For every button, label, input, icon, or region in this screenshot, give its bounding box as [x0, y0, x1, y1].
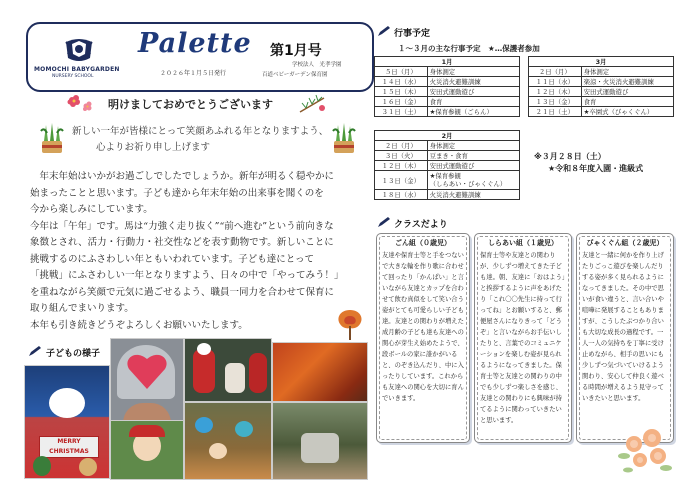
- event-name: 食育: [427, 97, 519, 107]
- pencil-icon: [377, 216, 391, 228]
- school-crest-icon: [62, 34, 96, 64]
- class-card-gonjo: [376, 233, 470, 443]
- kadomatsu-right-icon: [330, 121, 358, 155]
- event-date: １６日（金）: [375, 97, 428, 107]
- body-line: 挑戦するのにふさわしい年ともいわれています。子ども達にとって: [30, 253, 315, 265]
- event-date: ３１日（土）: [375, 107, 428, 117]
- event-name: 楽涼・火災消火避難訓練: [581, 77, 673, 87]
- event-date: １２日（木）: [529, 87, 582, 97]
- event-date: １３日（金）: [375, 171, 428, 190]
- class-text: 友達や保育士等と手をつないで大きな輪を作り歌に合わせて回ったり「かんぱい」と言いながら友達とカップを合わせて飲む真似をして笑い合う姿がとても可愛らしい子ども達。友達との関わりが増えた成月齢の子ども達も友達への関心が芽生え始めたようで、段ボールの家に誰かがいると、のぞき込んだり、中に入ったりしています。これからも友達への関心を大切に育んでいきます。: [382, 252, 464, 402]
- event-name: 安田式運動遊び: [427, 161, 519, 171]
- class-text: 友達と一緒に何かを作り上げたりごっこ遊びを楽しんだりする姿が多く見られるようになってきました。その中で思いが食い違うと、言い合いや喧嘩に発展することもありますが、こうしたぶつかり合いも大切な成長の過程です。一人一人の気持ちを丁寧に受け止めながら、相手の思いにも少しずつ気づいていけるよう関わり、安心して仲良く遊べる時間が増えるよう見守っていきたいと思います。: [582, 252, 664, 402]
- schedule-march-table: [528, 56, 674, 117]
- body-line: 本年も引き続きどうぞよろしくお願いいたします。: [30, 319, 248, 331]
- event-date: １５日（木）: [375, 87, 428, 97]
- event-name: 火災消火避難訓練: [427, 190, 519, 200]
- pine-branch-icon: [296, 92, 328, 116]
- schedule-section-title: 行事予定: [394, 29, 431, 39]
- event-name: 安田式運動遊び: [581, 87, 673, 97]
- class-card-byakugun: [576, 233, 674, 443]
- greeting-intro: [72, 124, 362, 156]
- event-date: ２日（月）: [375, 141, 428, 151]
- body-line: 始まったことと思います。子ども達から年末年始の出来事を聞くのを: [30, 187, 324, 199]
- event-name: ★保育参観 （しらあい・びゃくぐん）: [427, 171, 519, 190]
- photo-santa-figures: [184, 338, 272, 402]
- pencil-icon: [28, 345, 42, 357]
- class-text: 保育士等や友達との関わりが、少しずつ増えてきた子ども達。朝、友達に「おはよう」と挨拶するように声をあげたり「これ〇〇先生に持って行ってね」とお願いすると、郵便屋さんになりきって「どうぞ」と言いながらお手伝いしたりと、言葉でのコミュニケーションを楽しむ姿が見られるようになってきました。保育士等と友達との関わりの中でも少しずつ楽しさを感じ、友達との関わりにも興味が持てるように関わっていきたいと思います。: [480, 252, 566, 424]
- body-line: 「挑戦」にふさわしい一年となりますよう、日々の中で「やってみう！」: [30, 270, 344, 281]
- event-date: ３日（火）: [375, 151, 428, 161]
- event-name: 身体測定: [581, 67, 673, 77]
- flower-bouquet-icon: [614, 420, 674, 478]
- event-date: １２日（木）: [375, 161, 428, 171]
- class-card-shiraai: [474, 233, 572, 443]
- body-line: 象徴とされ、活力・行動力・社交性などを表す動物です。新しいことに: [30, 237, 334, 248]
- event-name: 身体測定: [427, 67, 519, 77]
- event-date: １８日（水）: [375, 190, 428, 200]
- school-type-en: NURSERY SCHOOL: [52, 74, 94, 79]
- merry-christmas-sign: MERRY CHRISTMAS: [39, 436, 99, 458]
- event-name: 豆まき・食育: [427, 151, 519, 161]
- event-date: ５日（月）: [375, 67, 428, 77]
- intro-line: 心よりお祈り申し上げます: [96, 142, 211, 153]
- event-date: ２１日（土）: [529, 107, 582, 117]
- ceremony-name: ★令和８年度入園・進級式: [548, 164, 644, 173]
- greeting-title: 明けましておめでとうございます: [108, 98, 273, 111]
- issue-number: 第1月号: [270, 43, 322, 59]
- event-name: ★卒園式（びゃくぐん）: [581, 107, 673, 117]
- heart-icon: [125, 349, 169, 393]
- body-line: 取り組んでまいります。: [30, 303, 134, 314]
- nursery-name: 百道ベビーガーデン保育園: [262, 72, 328, 78]
- intro-line: 新しい一年が皆様にとって笑顔あふれる年となりますよう、: [72, 126, 329, 137]
- plum-blossom-icon: [64, 92, 94, 114]
- class-title: びゃくぐん組（２歳児）: [586, 239, 664, 247]
- photo-children-leaves: [184, 402, 272, 480]
- kadomatsu-left-icon: [38, 121, 66, 155]
- class-title: ごん組（０歳児）: [395, 239, 451, 247]
- schedule-january-table: [374, 56, 520, 117]
- event-name: 身体測定: [427, 141, 519, 151]
- event-date: １４日（水）: [375, 77, 428, 87]
- school-name-en: MOMOCHI BABYGARDEN: [34, 66, 120, 73]
- body-line: 今年は「午年」です。馬は“力強く走り抜く”“前へ進む”という前向きな: [30, 220, 334, 232]
- month-header: 2月: [375, 131, 520, 141]
- greeting-body: [30, 169, 366, 334]
- event-name: ★保育参観（ごらん）: [427, 107, 519, 117]
- body-line: を重ねながら笑顔で元気に過ごせるよう、職員一同力を合わせて保育に: [30, 286, 335, 298]
- photos-section-title: 子どもの様子: [46, 349, 101, 359]
- month-header: 1月: [375, 57, 520, 67]
- ceremony-date: ※３月２８日（土）: [534, 152, 606, 161]
- event-name: 安田式運動遊び: [427, 87, 519, 97]
- photo-santa-sign: [24, 365, 110, 479]
- month-header: 3月: [529, 57, 674, 67]
- event-name: 火災消火避難訓練: [427, 77, 519, 87]
- photo-child-christmas: [110, 420, 184, 480]
- autumn-tree-icon: [334, 306, 366, 342]
- schedule-february-table: [374, 130, 520, 200]
- event-date: １１日（水）: [529, 77, 582, 87]
- class-title: しらあい組（１歳児）: [488, 239, 558, 247]
- event-date: ２日（月）: [529, 67, 582, 77]
- newsletter-title: Palette: [138, 28, 252, 59]
- classes-section-title: クラスだより: [394, 220, 448, 230]
- body-line: 年末年始はいかがお過ごしでしたでしょうか。新年が明るく穏やかに: [30, 171, 335, 182]
- event-date: １３日（金）: [529, 97, 582, 107]
- corporation-name: 学校法人 光孝学園: [292, 62, 342, 68]
- issue-date: ２０２６年１月５日発行: [160, 70, 227, 77]
- photo-autumn-leaves: [272, 342, 368, 402]
- photo-park: [272, 402, 368, 480]
- pencil-icon: [377, 25, 391, 37]
- event-name: 食育: [581, 97, 673, 107]
- schedule-subtitle: １～３月の主な行事予定 ★…保護者参加: [398, 44, 540, 53]
- body-line: 今から楽しみにしています。: [30, 204, 153, 215]
